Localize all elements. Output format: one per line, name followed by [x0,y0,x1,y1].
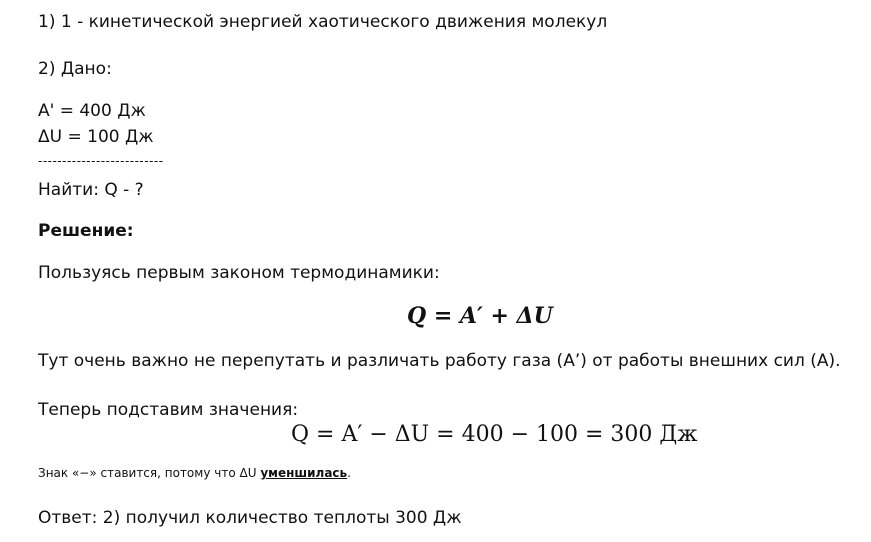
find-line: Найти: Q - ? [38,180,144,200]
solution-label: Решение: [38,221,134,241]
answer-line-1: 1) 1 - кинетической энергией хаотического движения молекул [38,12,608,32]
sign-note [38,466,351,480]
substitute-intro: Теперь подставим значения: [38,400,299,420]
separator-line: -------------------------- [38,154,164,168]
given-label: 2) Дано: [38,59,112,79]
important-note: Тут очень важно не перепутать и различать работу газа (А’) от работы внешних сил (А). [38,351,841,371]
sign-note-emphasis: уменшилась [260,466,348,480]
law-intro: Пользуясь первым законом термодинамики: [38,263,440,283]
sign-note-prefix: Знак «−» ставится, потому что ΔU [38,466,257,480]
final-answer: Ответ: 2) получил количество теплоты 300 Дж [38,508,462,528]
formula-substitution: Q = A′ − ΔU = 400 − 100 = 300 Дж [291,422,698,447]
sign-note-suffix: . [347,466,351,480]
given-energy-change: ΔU = 100 Дж [38,127,154,147]
formula-first-law: Q = A′ + ΔU [407,303,553,329]
given-work: A' = 400 Дж [38,101,146,121]
